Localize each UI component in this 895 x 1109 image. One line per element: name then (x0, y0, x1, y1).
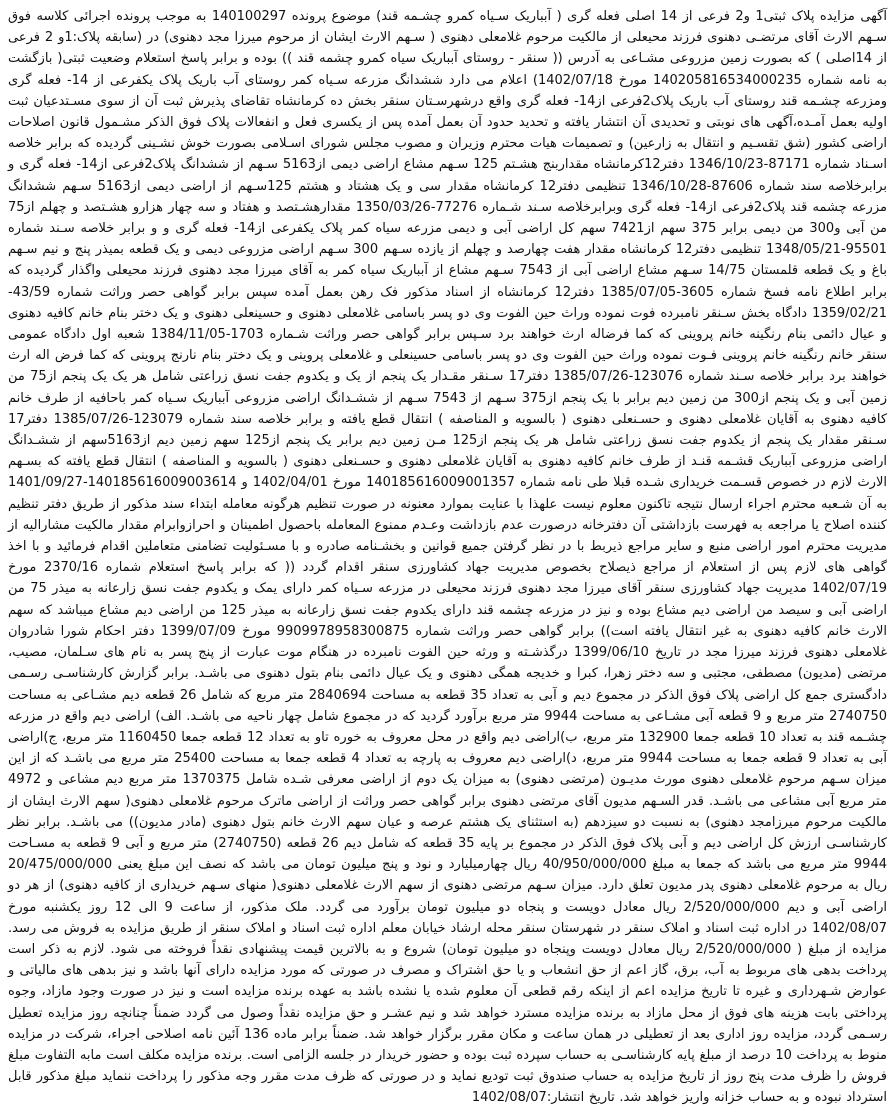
auction-notice-text: آگهی مزایده پلاک ثبتی1 و2 فرعی از 14 اصلی فعله گری ( آبباریک سـیاه کمرو چشـمه قند) موضوع پرونده 140100297 به موجب پرونده اجرائی کلاسه فوق سـهم الارث آقای مرتضـی دهنوی فرزند محیعلی از مالکیت مرحوم غلامعلی دهنوی ( سـهم الارث ایشان از مرحوم میرزا مجد دهنوی) در (سابقه پلاک:1و 2 فرعی از 14اصلی ) که بصورت زمین مزروعی مشـاعی به آدرس (( سنقر - روستای آبباریک سیاه کمرو چشمه قند )) بوده و برابر پاسخ استعلام وضعیت ثبتی( بازگشت به نامه شماره 140205816534000235 مورخ 1402/07/18) اعلام می دارد ششدانگ مزرعه سـیاه کمر روستای آب باریک پلاک یکفرعی از 14- فعله گری ومزرعه چشـمه قند روستای آب باریک پلاک2فرعی از14- فعله گری واقع درشهرسـتان سنقر بخش ده کرمانشاه تقاضای پذیرش ثبت آن از سوی مسـتدعیان ثبت اولیه بعمل آمـده،آگهی های نوبتی و تحدیدی آن انتشار یافته و تحدید حدود آن بعمل آمده پس از یکسری فعل و انفعالات پلاک فوق الذکر مشـمول قانون اصلاحات اراضی کشور (شق تقسـیم و انتقال به زارعین) و تصمیمات هیات محترم وزیران و مصوب مجلس شورای اسـلامی بصورت خوش نشـینی گردیده که برابر خلاصه اسـناد شماره 87171-1346/10/23 دفتر12کرمانشاه مقداربنج هشـتم 125 سـهم مشاع اراضی دیمی از5163 سـهم از ششدانگ پلاک2فرعی از14- فعله گری و برابرخلاصه سند شماره 87606-1346/10/28 تنظیمی دفتر12 کرمانشاه مقدار سی و یک هشتاد و هشتم 125سـهم از اراضی دیمی از5163 سـهم ششدانگ مزرعه چشمه قند پلاک2فرعی از14- فعله گری وبرابرخلاصه سـند شـماره 77276-1350/03/26 مقدارهشـتصد و هفتاد و سه چهار هزارو هشـتصد و چهلم از75 من آبی و300 من دیمی برابر 375 سهم از7421 سهم کل اراضی آبی و دیمی مزرعه سیاه کمر پلاک یکفرعی از14- فعله گری و و برابر خلاصه سـند شماره 95501-1348/05/21 تنظیمی دفتر12 کرمانشاه مقدار هفت چهارصد و چهلم از یازده سـهم 300 سـهم اراضی مزروعی دیمی و یک قطعه بمیذر پنج و نیم سـهم باغ و یک قطعه قلمستان 14/75 سـهم مشاع اراضی آبی از 7543 سـهم مشاع از آبباریک سیاه کمر به آقای میرزا مجد دهنوی فرزند محیعلی واگذار گردیده که برابر اطلاع نامه فسخ شماره 3605-1385/07/05 دفتر12 کرمانشاه از اسناد مذکور فک رهن بعمل آمده سپس برابر گواهی حصر وراثت شماره 43/59-1359/02/21 دادگاه بخش سـنقر نامبرده فوت نموده وراث حین الفوت وی دو پسر باسامی غلامعلی دهنوی و حسینعلی دهنوی و یک دختر بنام خانم کافیه دهنوی و عیال دائمی بنام رنگینه خانم پروینی که کما فرضاله ارث خواهند برد سـپس برابر گواهی حصر وراثت شـماره 1703-1384/11/05 شعبه اول دادگاه عمومی سنقر خانم رنگینه خانم پروینی فـوت نموده وراث حین الفوت وی دو پسر باسامی حسینعلی و غلامعلی پروینی و یک دختر بنام نارنج پروینی که کما فرض اله ارث خواهند برد برابر خلاصه سـند شماره 123076-1385/07/26 دفتر17 سـنقر مقـدار یک پنجم از یک و یکدوم جفت نسق زراعتی شامل هر یک یک پنجم از75 من زمین آبی و یک پنجم از300 من زمین دیم برابر با یک پنجم از375 سـهم از 7543 سـهم از ششـدانگ اراضی مزروعی آبباریک سـیاه کمر باحافیه از طرف خانم کافیه دهنوی به آقایان غلامعلی دهنوی و حسـنعلی دهنوی ( بالسویه و المناصفه ) انتقال قطع یافته و برابر خلاصه سند شماره 123079-1385/07/26 دفتر17 سـنقر مقدار یک پنجم از یکدوم جفت نسق زراعتی شامل هر یک پنجم از125 مـن زمین دیم برابر یک پنجم از125 سهم زمین دیم از5163سهم از ششـدانگ اراضی مزروعی آبباریک قشـمه قنـد از طرف خانم کافیه دهنوی به آقایان غلامعلی دهنوی و حسـنعلی دهنوی ( بالسویه و المناصفه ) انتقال قطع یافته که بسـهم الارث لازم در خصوص قسـمت خریداری شـده قبلا طی نامه شماره 140185616009001357 مورخ 1402/04/01 و 140185616009003614-1401/09/27 به آن شـعبه محترم اجراء ارسال نتیجه تاکنون معلوم نیست علهذا با عنایت بموارد معنونه در صورت تنظیم هرگونه معامله ابتداء سند مذکور از طریق دفتر تنظیم کننده اصلاح یا مراجعه به فهرست بازداشتی آن دفترخانه درصورت عدم بازداشت وعـدم ممنوع المعامله باحصول اطمینان و احرازوابرام مقدار مالکیت مشارالیه از مدیریت محترم امور اراضی منبع و سایر مراجع ذیربط با در نظر گرفتن جمیع قوانین و بخشـنامه صادره و با مسـئولیت تضامنی متعاملین اقدام فرمائید و با اخذ گواهی های لازم پس از استعلام از مراجع ذیصلاح بخصوص مدیریت جهاد کشاورزی سنقر اقدام گردد (( که برابر پاسخ استعلام شماره 2370/16 مورخ 1402/07/19 مدیریت جهاد کشاورزی سنقر آقای میرزا مجد دهنوی فرزند محیعلی در مزرعه سـیاه کمر دارای یمک و یکدوم جفت نسق زارعانه به میذر 75 من اراضی آبی و سیصد من اراضی دیم مشاع بوده و نیز در مزرعه چشمه قند دارای یکدوم جفت نسق زارعانه به میذر 125 من اراضی دیم مشاع میباشد که سهم الارث خانم کافیه دهنوی به غیر انتقال یافته است)) برابر گواهی حصر وراثت شماره 9909978958300875 مورخ 1399/07/09 دفتر احکام شورا شادروان غلامعلی دهنوی فرزند میرزا مجد در تاریخ 1399/06/10 درگذشـته و ورثه حین الفوت نامبرده در هنگام موت عبارت از پنج پسر به نام های سـلمان، مصیب، مرتضی (مدیون) مصطفی، مجتبی و سه دختر زهرا، کبرا و خدیجه همگی دهنوی و یک عیال دائمی بنام بتول دهنوی می باشـد. برابر گزارش کارشناسـی رسـمی دادگستری جمع کل اراضی پلاک فوق الذکر در مجموع دیم و آبی به تعداد 35 قطعه به مساحت 2840694 متر مربع که شامل 26 قطعه دیم مشـاعی به مساحت 2740750 متر مربع و 9 قطعه آبی مشـاعی به مساحت 9944 متر مربع برآورد گردید که در مجموع شامل چهار ناحیه می باشـد. الف) اراضی دیم واقع در مزرعه چشـمه قند به تعداد 10 قطعه جمعا 132900 متر مربع، ب)اراضی دیم واقع در محل معروف به خوره تاو به تعداد 12 قطعه جمعا 1160450 متر مربع، ج)اراضی آبی به تعداد 9 قطعه جمعا به مساحت 9944 متر مربع، د)اراضی دیم معروف به پارچه به تعداد 4 قطعه جمعا به مساحت 25400 متر مربع می باشـد که از این میزان سـهم مرحوم غلامعلی دهنوی مورث مدیـون (مرتضی دهنوی) به میزان یک دوم از اراضی معرفی شـده شامل 1370375 متر مربع دیم مشاعی و 4972 متر مربع آبی مشاعی می باشـد. قدر السـهم مدیون آقای مرتضی دهنوی برابر گواهی حصر وراثت از اراضی ماترک مرحوم غلامعلی دهنوی( سهم الارث ایشان از مالکیت مرحوم میرزامجد دهنوی) به نسبت دو سیزدهم (به استثنای یک هشتم عرصه و عیان سهم الارث خانم بتول دهنوی (مادر مدیون)) می باشـد. برابر نظر کارشناسـی ارزش کل اراضی دیم و آبی پلاک فوق الذکر در مجموع بر پایه 35 قطعه که شامل دیم 26 قطعه (2740750) متر مربع و آبی 9 قطعه به مسـاحت 9944 متر مربع می باشد که جمعا به مبلغ 40/950/000/000 ریال چهارمیلیارد و نود و پنج میلیون تومان می باشد که نصف این مبلغ یعنی 20/475/000/000 ریال به مرحوم غلامعلی دهنوی پدر مدیون تعلق دارد. میزان سـهم مرتضی دهنوی از سهم الارث غلامعلی دهنوی( منهای سـهم خریداری از کافیه دهنوی) از هر دو اراضی آبی و دیم 2/520/000/000 ریال معادل دویست و پنجاه دو میلیون تومان برآورد می گردد. ملک مذکور، از ساعت 9 الی 12 روز یکشنبه مورخ 1402/08/07 در اداره ثبت اسناد و املاک سنقر در شهرستان سنقر محله ارشاد خیابان معلم اداره ثبت اسناد و املاک سنقر از طریق مزایده به فروش می رسد. مزایده از مبلغ ( 2/520/000/000 ریال معادل دویست وپنجاه دو میلیون تومان) شروع و به بالاترین قیمت پیشنهادی نقداً فروخته می شود. لازم به ذکر است پرداخت بدهی های مربوط به آب، برق، گاز اعم از حق انشعاب و یا حق اشتراک و مصرف در صورتی که مورد مزایده دارای آنها باشد و نیز بدهی های مالیاتی و عوارض شـهرداری و غیره تا تاریخ مزایده اعم از اینکه رقم قطعی آن معلوم شده یا نشده باشد به عهده برنده مزایده است و نیز در صورت وجود مازاد، وجوه پرداختی بابت هزینه های فوق از محل مازاد به برنده مزایده مسترد خواهد شد و نیم عشـر و حق مزایده نقداً وصول می گردد ضمناً چنانچه روز مزایده تعطیل رسـمی گردد، مزایده روز اداری بعد از تعطیلی در همان ساعت و مکان مقرر برگزار خواهد شد. ضمناً برابر ماده 136 آئین نامه اصلاحی اجراء، شرکت در مزایده منوط به پرداخت 10 درصد از مبلغ پایه کارشناسـی به حساب سپرده ثبت بوده و حضور خریدار در جلسه الزامی است. برنده مزایده مکلف است مابه التفاوت مبلغ فروش را ظرف مدت پنج روز از تاریخ مزایده به حساب صندوق ثبت تودیع نماید و در صورتی که ظرف مدت مقرر وجه مذکور را پرداخت ننماید مبلغ مذکور قابل استرداد نبوده و به حساب خزانه واریز خواهد شد. تاریخ انتشار:1402/08/07 (8, 9, 888, 1106)
auction-notice (8, 6, 888, 1106)
